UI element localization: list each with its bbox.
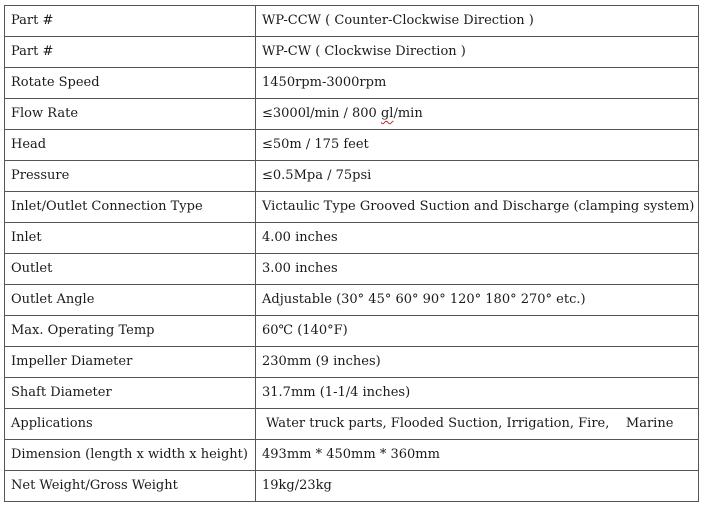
spec-value: 60℃ (140°F) — [256, 316, 699, 347]
table-row — [5, 316, 699, 347]
spec-label: Net Weight/Gross Weight — [5, 471, 256, 502]
spec-label: Shaft Diameter — [5, 378, 256, 409]
spec-label: Head — [5, 130, 256, 161]
table-row — [5, 254, 699, 285]
table-row — [5, 223, 699, 254]
spec-label: Outlet Angle — [5, 285, 256, 316]
spec-table — [4, 5, 699, 502]
table-row — [5, 6, 699, 37]
spec-value — [256, 409, 699, 440]
spec-label: Part # — [5, 6, 256, 37]
spec-label: Pressure — [5, 161, 256, 192]
spec-value: 1450rpm-3000rpm — [256, 68, 699, 99]
spec-label: Inlet — [5, 223, 256, 254]
spec-label: Inlet/Outlet Connection Type — [5, 192, 256, 223]
spec-label: Outlet — [5, 254, 256, 285]
table-row — [5, 409, 699, 440]
spec-label: Applications — [5, 409, 256, 440]
spec-value: ≤0.5Mpa / 75psi — [256, 161, 699, 192]
spec-value: Adjustable (30° 45° 60° 90° 120° 180° 270° etc.) — [256, 285, 699, 316]
spellcheck-underlined-text: gl — [380, 106, 394, 121]
spec-value: 31.7mm (1-1/4 inches) — [256, 378, 699, 409]
spec-value: WP-CW ( Clockwise Direction ) — [256, 37, 699, 68]
table-row — [5, 99, 699, 130]
table-row — [5, 130, 699, 161]
spec-label: Max. Operating Temp — [5, 316, 256, 347]
spec-label: Part # — [5, 37, 256, 68]
table-row — [5, 285, 699, 316]
spec-label: Dimension (length x width x height) — [5, 440, 256, 471]
spec-label: Impeller Diameter — [5, 347, 256, 378]
table-row — [5, 378, 699, 409]
table-row — [5, 192, 699, 223]
spec-value: 493mm * 450mm * 360mm — [256, 440, 699, 471]
spec-value-part: /min — [393, 106, 423, 121]
spec-value: WP-CCW ( Counter-Clockwise Direction ) — [256, 6, 699, 37]
spec-value-text: Water truck parts, Flooded Suction, Irrigation, Fire, Marine — [266, 416, 674, 431]
spec-value-part: ≤3000l/min / 800 — [262, 106, 381, 121]
spec-label: Rotate Speed — [5, 68, 256, 99]
table-row — [5, 37, 699, 68]
spec-label: Flow Rate — [5, 99, 256, 130]
spec-value: Victaulic Type Grooved Suction and Discharge (clamping system) — [256, 192, 699, 223]
spec-value — [256, 99, 699, 130]
table-row — [5, 471, 699, 502]
spec-value: 4.00 inches — [256, 223, 699, 254]
spec-value: 3.00 inches — [256, 254, 699, 285]
spec-value: 230mm (9 inches) — [256, 347, 699, 378]
spec-table-body — [5, 6, 699, 502]
table-row — [5, 440, 699, 471]
table-row — [5, 161, 699, 192]
table-row — [5, 347, 699, 378]
table-row — [5, 68, 699, 99]
spec-value: ≤50m / 175 feet — [256, 130, 699, 161]
spec-value: 19kg/23kg — [256, 471, 699, 502]
